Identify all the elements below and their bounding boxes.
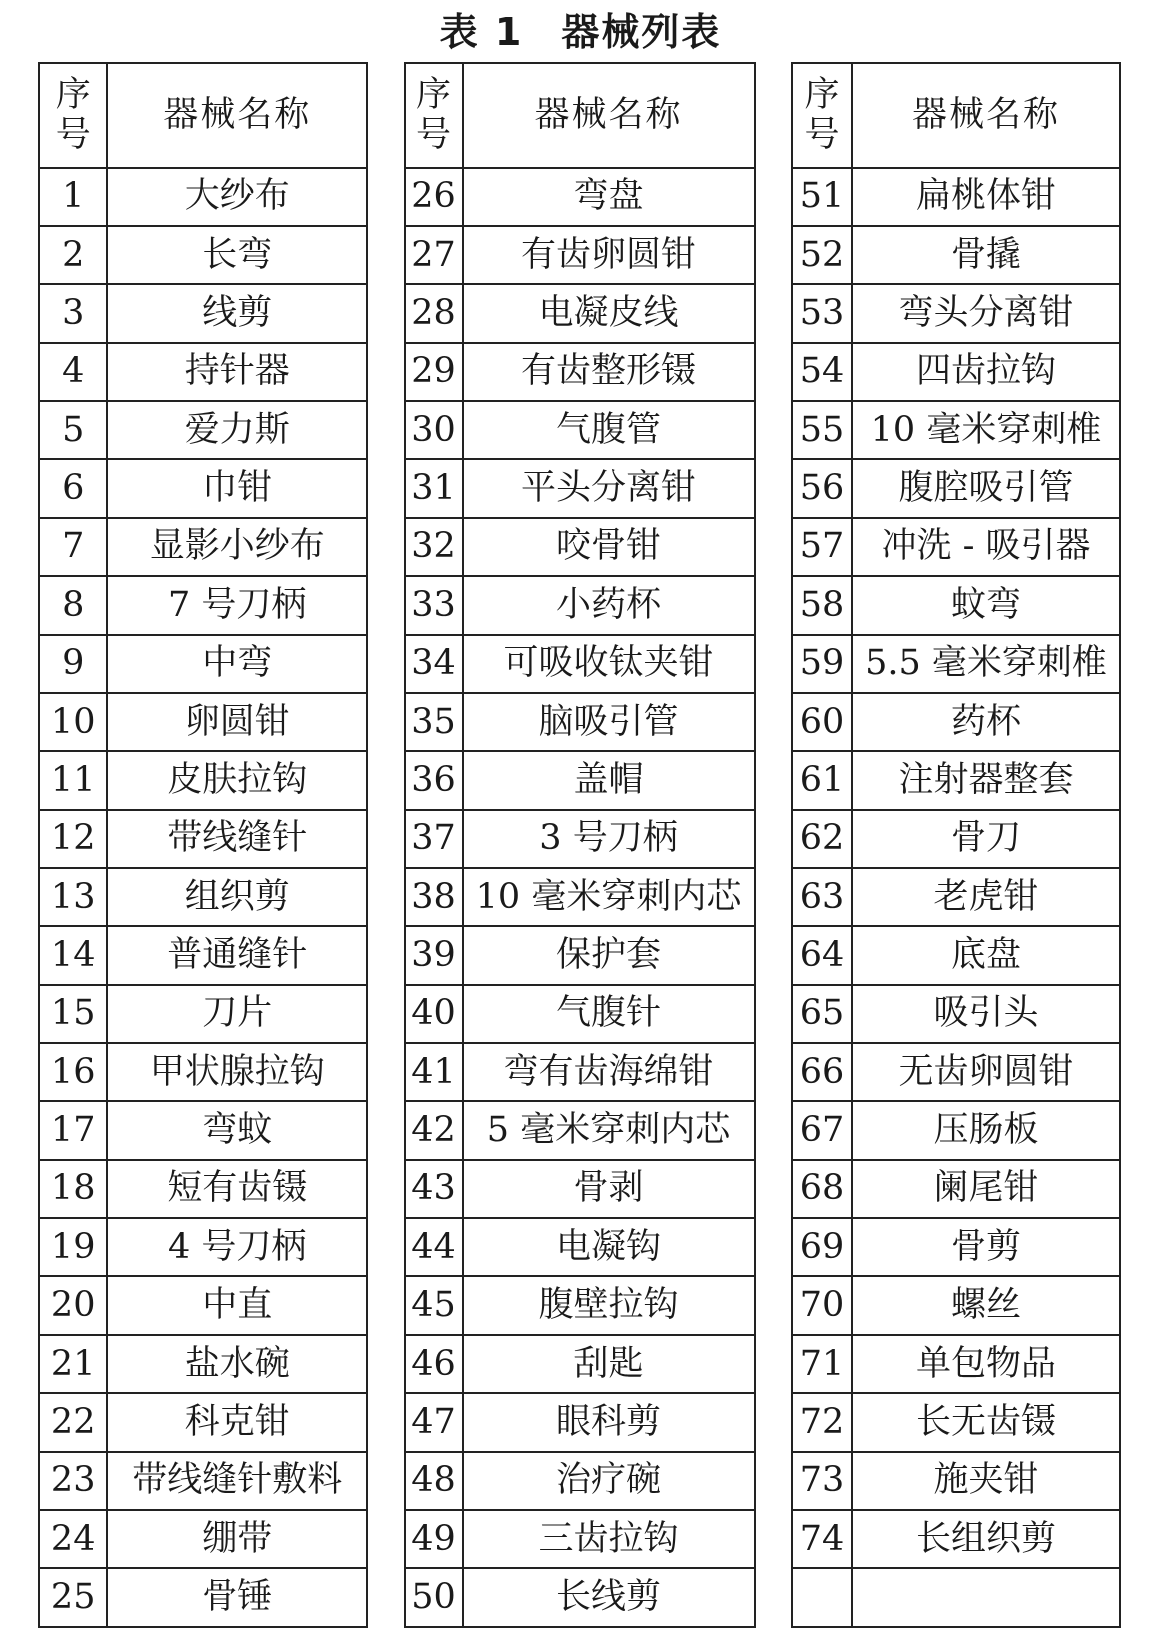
- instrument-name-cell: 长弯: [107, 226, 367, 284]
- instrument-name-cell: 弯盘: [463, 168, 755, 226]
- table-row: [39, 1101, 367, 1159]
- table-row: [405, 985, 755, 1043]
- seq-cell: 25: [39, 1568, 107, 1627]
- seq-cell: 1: [39, 168, 107, 226]
- seq-cell: [792, 1568, 852, 1627]
- table-row: [792, 868, 1120, 926]
- seq-cell: 21: [39, 1335, 107, 1393]
- seq-cell: 56: [792, 459, 852, 517]
- seq-cell: 36: [405, 751, 463, 809]
- table-row: [405, 635, 755, 693]
- instrument-name-cell: 可吸收钛夹钳: [463, 635, 755, 693]
- seq-cell: 31: [405, 459, 463, 517]
- table-row: [39, 1393, 367, 1451]
- table-row: [792, 751, 1120, 809]
- seq-cell: 52: [792, 226, 852, 284]
- seq-cell: 67: [792, 1101, 852, 1159]
- header-seq-line1: 序: [804, 75, 840, 116]
- seq-cell: 29: [405, 343, 463, 401]
- seq-cell: 35: [405, 693, 463, 751]
- instrument-name-cell: 普通缝针: [107, 926, 367, 984]
- header-name-cell: [107, 63, 367, 168]
- instrument-name-cell: 气腹针: [463, 985, 755, 1043]
- instrument-name-cell: 巾钳: [107, 459, 367, 517]
- table-row: [405, 168, 755, 226]
- instrument-name-cell: 电凝皮线: [463, 284, 755, 342]
- seq-cell: 57: [792, 518, 852, 576]
- header-seq-cell: [405, 63, 463, 168]
- seq-cell: 44: [405, 1218, 463, 1276]
- table-row: [792, 518, 1120, 576]
- seq-cell: 15: [39, 985, 107, 1043]
- instrument-name-cell: 长组织剪: [852, 1510, 1120, 1568]
- table-row: [405, 868, 755, 926]
- instrument-name-cell: 7 号刀柄: [107, 576, 367, 634]
- seq-cell: 14: [39, 926, 107, 984]
- instrument-name-cell: 气腹管: [463, 401, 755, 459]
- instrument-name-cell: 长线剪: [463, 1568, 755, 1627]
- seq-cell: 11: [39, 751, 107, 809]
- instrument-name-cell: [852, 1568, 1120, 1627]
- header-row: [405, 63, 755, 168]
- instrument-name-cell: 卵圆钳: [107, 693, 367, 751]
- table-row: [39, 1043, 367, 1101]
- instrument-name-cell: 蚊弯: [852, 576, 1120, 634]
- seq-cell: 49: [405, 1510, 463, 1568]
- table-row: [792, 1276, 1120, 1334]
- seq-cell: 74: [792, 1510, 852, 1568]
- table-row: [792, 401, 1120, 459]
- table-row: [39, 168, 367, 226]
- seq-cell: 54: [792, 343, 852, 401]
- table-row: [405, 693, 755, 751]
- seq-cell: 45: [405, 1276, 463, 1334]
- table-row: [39, 868, 367, 926]
- seq-cell: 28: [405, 284, 463, 342]
- instrument-name-cell: 科克钳: [107, 1393, 367, 1451]
- instrument-name-cell: 脑吸引管: [463, 693, 755, 751]
- instrument-name-cell: 施夹钳: [852, 1452, 1120, 1510]
- seq-cell: 71: [792, 1335, 852, 1393]
- header-name-label: 器械名称: [534, 94, 683, 135]
- instrument-name-cell: 短有齿镊: [107, 1160, 367, 1218]
- instrument-name-cell: 刀片: [107, 985, 367, 1043]
- seq-cell: 22: [39, 1393, 107, 1451]
- seq-cell: 30: [405, 401, 463, 459]
- table-row: [405, 518, 755, 576]
- table-row: [39, 1510, 367, 1568]
- table-row: [792, 1218, 1120, 1276]
- header-row: [792, 63, 1120, 168]
- seq-cell: 40: [405, 985, 463, 1043]
- seq-cell: 6: [39, 459, 107, 517]
- seq-cell: 5: [39, 401, 107, 459]
- table-row: [39, 693, 367, 751]
- table-row: [39, 1218, 367, 1276]
- seq-cell: 55: [792, 401, 852, 459]
- header-seq-line1: 序: [55, 75, 91, 116]
- seq-cell: 42: [405, 1101, 463, 1159]
- header-name-cell: [463, 63, 755, 168]
- instrument-name-cell: 线剪: [107, 284, 367, 342]
- instrument-table: [38, 62, 1121, 1628]
- instrument-name-cell: 弯蚊: [107, 1101, 367, 1159]
- instrument-name-cell: 刮匙: [463, 1335, 755, 1393]
- table-row: [405, 343, 755, 401]
- table-row: [39, 284, 367, 342]
- table-column-group-2: [404, 62, 756, 1628]
- header-row: [39, 63, 367, 168]
- header-seq-line2: 号: [55, 115, 91, 156]
- table-row: [405, 810, 755, 868]
- table-row: [39, 576, 367, 634]
- instrument-name-cell: 持针器: [107, 343, 367, 401]
- instrument-name-cell: 大纱布: [107, 168, 367, 226]
- seq-cell: 59: [792, 635, 852, 693]
- instrument-name-cell: 带线缝针: [107, 810, 367, 868]
- table-row: [39, 518, 367, 576]
- seq-cell: 43: [405, 1160, 463, 1218]
- header-name-cell: [852, 63, 1120, 168]
- seq-cell: 26: [405, 168, 463, 226]
- seq-cell: 18: [39, 1160, 107, 1218]
- seq-cell: 47: [405, 1393, 463, 1451]
- seq-cell: 62: [792, 810, 852, 868]
- table-row: [405, 751, 755, 809]
- seq-cell: 46: [405, 1335, 463, 1393]
- seq-cell: 70: [792, 1276, 852, 1334]
- table-row: [405, 1043, 755, 1101]
- seq-cell: 68: [792, 1160, 852, 1218]
- table-row: [405, 1452, 755, 1510]
- seq-cell: 58: [792, 576, 852, 634]
- table-row: [792, 1043, 1120, 1101]
- table-row: [39, 635, 367, 693]
- table-row: [39, 926, 367, 984]
- table-row: [39, 1160, 367, 1218]
- table-row: [39, 459, 367, 517]
- instrument-name-cell: 三齿拉钩: [463, 1510, 755, 1568]
- instrument-name-cell: 腹壁拉钩: [463, 1276, 755, 1334]
- seq-cell: 4: [39, 343, 107, 401]
- seq-cell: 17: [39, 1101, 107, 1159]
- table-row: [405, 1568, 755, 1627]
- seq-cell: 64: [792, 926, 852, 984]
- seq-cell: 9: [39, 635, 107, 693]
- table-row: [792, 926, 1120, 984]
- seq-cell: 66: [792, 1043, 852, 1101]
- seq-cell: 63: [792, 868, 852, 926]
- instrument-name-cell: 小药杯: [463, 576, 755, 634]
- instrument-name-cell: 长无齿镊: [852, 1393, 1120, 1451]
- instrument-name-cell: 骨剪: [852, 1218, 1120, 1276]
- seq-cell: 69: [792, 1218, 852, 1276]
- instrument-name-cell: 压肠板: [852, 1101, 1120, 1159]
- table-row: [792, 459, 1120, 517]
- header-name-label: 器械名称: [163, 94, 312, 135]
- header-seq-line2: 号: [415, 115, 451, 156]
- table-row: [405, 1393, 755, 1451]
- instrument-name-cell: 扁桃体钳: [852, 168, 1120, 226]
- table-row: [405, 1101, 755, 1159]
- table-number: 表 1: [439, 10, 524, 54]
- seq-cell: 10: [39, 693, 107, 751]
- instrument-name-cell: 电凝钩: [463, 1218, 755, 1276]
- instrument-name-cell: 阑尾钳: [852, 1160, 1120, 1218]
- instrument-name-cell: 无齿卵圆钳: [852, 1043, 1120, 1101]
- table-row: [792, 1335, 1120, 1393]
- table-row: [39, 1452, 367, 1510]
- table-row: [792, 226, 1120, 284]
- table-row: [792, 284, 1120, 342]
- table-column-group-3: [791, 62, 1121, 1628]
- table-row: [792, 576, 1120, 634]
- instrument-name-cell: 螺丝: [852, 1276, 1120, 1334]
- instrument-name-cell: 弯头分离钳: [852, 284, 1120, 342]
- seq-cell: 12: [39, 810, 107, 868]
- header-seq-cell: [39, 63, 107, 168]
- seq-cell: 3: [39, 284, 107, 342]
- instrument-name-cell: 骨剥: [463, 1160, 755, 1218]
- instrument-name-cell: 底盘: [852, 926, 1120, 984]
- table-row: [792, 1160, 1120, 1218]
- instrument-name-cell: 4 号刀柄: [107, 1218, 367, 1276]
- instrument-name-cell: 骨刀: [852, 810, 1120, 868]
- table-row: [39, 343, 367, 401]
- instrument-name-cell: 中弯: [107, 635, 367, 693]
- table-row: [792, 343, 1120, 401]
- seq-cell: 41: [405, 1043, 463, 1101]
- table-row: [792, 168, 1120, 226]
- seq-cell: 16: [39, 1043, 107, 1101]
- instrument-name-cell: 甲状腺拉钩: [107, 1043, 367, 1101]
- seq-cell: 34: [405, 635, 463, 693]
- table-row: [405, 1160, 755, 1218]
- instrument-name-cell: 3 号刀柄: [463, 810, 755, 868]
- table-row: [405, 1335, 755, 1393]
- table-caption: [0, 6, 1161, 58]
- seq-cell: 13: [39, 868, 107, 926]
- seq-cell: 50: [405, 1568, 463, 1627]
- table-title: 器械列表: [561, 10, 722, 54]
- instrument-name-cell: 四齿拉钩: [852, 343, 1120, 401]
- table-row: [39, 751, 367, 809]
- table-row: [39, 401, 367, 459]
- seq-cell: 23: [39, 1452, 107, 1510]
- instrument-name-cell: 注射器整套: [852, 751, 1120, 809]
- instrument-name-cell: 单包物品: [852, 1335, 1120, 1393]
- table-row: [792, 1393, 1120, 1451]
- seq-cell: 38: [405, 868, 463, 926]
- table-row: [792, 1510, 1120, 1568]
- instrument-name-cell: 平头分离钳: [463, 459, 755, 517]
- instrument-name-cell: 组织剪: [107, 868, 367, 926]
- instrument-name-cell: 5.5 毫米穿刺椎: [852, 635, 1120, 693]
- seq-cell: 7: [39, 518, 107, 576]
- header-seq-line1: 序: [415, 75, 451, 116]
- instrument-name-cell: 冲洗 - 吸引器: [852, 518, 1120, 576]
- instrument-name-cell: 爱力斯: [107, 401, 367, 459]
- instrument-name-cell: 10 毫米穿刺内芯: [463, 868, 755, 926]
- table-row: [792, 1101, 1120, 1159]
- instrument-name-cell: 骨撬: [852, 226, 1120, 284]
- header-seq-cell: [792, 63, 852, 168]
- instrument-name-cell: 盐水碗: [107, 1335, 367, 1393]
- instrument-name-cell: 吸引头: [852, 985, 1120, 1043]
- instrument-name-cell: 有齿卵圆钳: [463, 226, 755, 284]
- table-row: [792, 635, 1120, 693]
- table-column-group-1: [38, 62, 368, 1628]
- instrument-name-cell: 显影小纱布: [107, 518, 367, 576]
- seq-cell: 65: [792, 985, 852, 1043]
- table-row: [405, 401, 755, 459]
- table-row: [39, 1568, 367, 1627]
- instrument-name-cell: 药杯: [852, 693, 1120, 751]
- instrument-name-cell: 保护套: [463, 926, 755, 984]
- seq-cell: 39: [405, 926, 463, 984]
- seq-cell: 53: [792, 284, 852, 342]
- instrument-name-cell: 绷带: [107, 1510, 367, 1568]
- table-row: [405, 459, 755, 517]
- table-row: [405, 284, 755, 342]
- instrument-name-cell: 治疗碗: [463, 1452, 755, 1510]
- seq-cell: 32: [405, 518, 463, 576]
- instrument-name-cell: 老虎钳: [852, 868, 1120, 926]
- table-row: [405, 576, 755, 634]
- seq-cell: 33: [405, 576, 463, 634]
- table-row: [792, 1568, 1120, 1627]
- seq-cell: 2: [39, 226, 107, 284]
- header-name-label: 器械名称: [911, 94, 1060, 135]
- seq-cell: 72: [792, 1393, 852, 1451]
- instrument-name-cell: 弯有齿海绵钳: [463, 1043, 755, 1101]
- seq-cell: 73: [792, 1452, 852, 1510]
- table-row: [792, 693, 1120, 751]
- table-row: [39, 810, 367, 868]
- seq-cell: 48: [405, 1452, 463, 1510]
- table-row: [405, 226, 755, 284]
- table-row: [39, 1335, 367, 1393]
- seq-cell: 51: [792, 168, 852, 226]
- instrument-name-cell: 盖帽: [463, 751, 755, 809]
- table-row: [39, 1276, 367, 1334]
- instrument-name-cell: 5 毫米穿刺内芯: [463, 1101, 755, 1159]
- header-seq-line2: 号: [804, 115, 840, 156]
- seq-cell: 27: [405, 226, 463, 284]
- instrument-name-cell: 眼科剪: [463, 1393, 755, 1451]
- table-row: [792, 810, 1120, 868]
- seq-cell: 8: [39, 576, 107, 634]
- table-row: [39, 226, 367, 284]
- seq-cell: 61: [792, 751, 852, 809]
- instrument-name-cell: 骨锤: [107, 1568, 367, 1627]
- seq-cell: 20: [39, 1276, 107, 1334]
- table-row: [39, 985, 367, 1043]
- instrument-name-cell: 10 毫米穿刺椎: [852, 401, 1120, 459]
- instrument-name-cell: 皮肤拉钩: [107, 751, 367, 809]
- table-row: [405, 1510, 755, 1568]
- seq-cell: 19: [39, 1218, 107, 1276]
- table-row: [792, 1452, 1120, 1510]
- instrument-name-cell: 咬骨钳: [463, 518, 755, 576]
- table-row: [792, 985, 1120, 1043]
- seq-cell: 60: [792, 693, 852, 751]
- table-row: [405, 926, 755, 984]
- table-row: [405, 1276, 755, 1334]
- seq-cell: 37: [405, 810, 463, 868]
- instrument-name-cell: 中直: [107, 1276, 367, 1334]
- instrument-name-cell: 带线缝针敷料: [107, 1452, 367, 1510]
- instrument-name-cell: 有齿整形镊: [463, 343, 755, 401]
- table-row: [405, 1218, 755, 1276]
- seq-cell: 24: [39, 1510, 107, 1568]
- instrument-name-cell: 腹腔吸引管: [852, 459, 1120, 517]
